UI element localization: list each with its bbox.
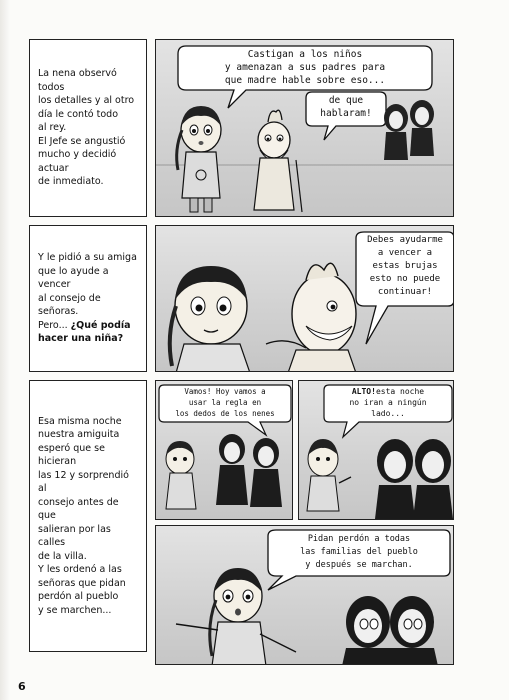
girl-character bbox=[177, 106, 221, 212]
speech-esta-noche: esta noche no iran a ningún lado... bbox=[349, 387, 427, 418]
speech-bubble-pidan: Pidan perdón a todas las familias del pueblo y después se marchan. bbox=[300, 534, 418, 570]
comic-panel-1 bbox=[155, 39, 454, 217]
speech-alto: ALTO! bbox=[351, 387, 376, 396]
caption-text-1: La nena observó todos los detalles y al otro día le contó todo al rey. El Jefe se angustió mucho y decidió actuar de inmediato. bbox=[38, 68, 135, 188]
caption-box-3 bbox=[29, 380, 147, 652]
caption-text-3: Esa misma noche nuestra amiguita esperó que se hicieran las 12 y sorprendió al consejo antes de que salieran por las calles de la villa. Y les ordenó a las señoras que pidan perdón al pueblo y se marchen... bbox=[38, 415, 129, 616]
caption-box-2 bbox=[29, 225, 147, 372]
girl-character-stop bbox=[307, 439, 351, 511]
caption-box-1 bbox=[29, 39, 147, 217]
girl-character-small bbox=[166, 441, 196, 509]
comic-panel-3a bbox=[155, 380, 293, 520]
king-character bbox=[254, 110, 302, 212]
king-character-closeup bbox=[266, 263, 356, 372]
speech-bubble-de-que: de que hablaram! bbox=[320, 95, 372, 119]
council-ladies bbox=[384, 100, 434, 160]
caption-text-2-plain: Y le pidió a su amiga que lo ayude a vencer al consejo de señoras. Pero... bbox=[38, 252, 137, 331]
council-ladies-small bbox=[216, 434, 282, 507]
speech-bubble-castigan: Castigan a los niños y amenazan a sus padres para que madre hable sobre eso... bbox=[224, 49, 386, 86]
caption-text-2 bbox=[30, 251, 146, 346]
comic-panel-3b bbox=[298, 380, 454, 520]
speech-bubble-alto-noche bbox=[325, 386, 451, 419]
page-number: 6 bbox=[18, 680, 26, 693]
girl-character-closeup bbox=[170, 266, 250, 372]
speech-bubble-debes: Debes ayudarme a vencer a estas brujas esto no puede continuar! bbox=[367, 235, 443, 297]
comic-panel-2 bbox=[155, 225, 454, 372]
council-ladies-scared bbox=[342, 596, 438, 665]
caption-text-2-bold: ¿Qué podía hacer una niña? bbox=[38, 319, 131, 345]
council-ladies-surprised bbox=[375, 439, 453, 519]
speech-bubble-vamos: Vamos! Hoy vamos a usar la regla en los dedos de los nenes bbox=[175, 387, 275, 418]
page-edge-shadow bbox=[0, 0, 10, 700]
comic-panel-4 bbox=[155, 525, 454, 665]
